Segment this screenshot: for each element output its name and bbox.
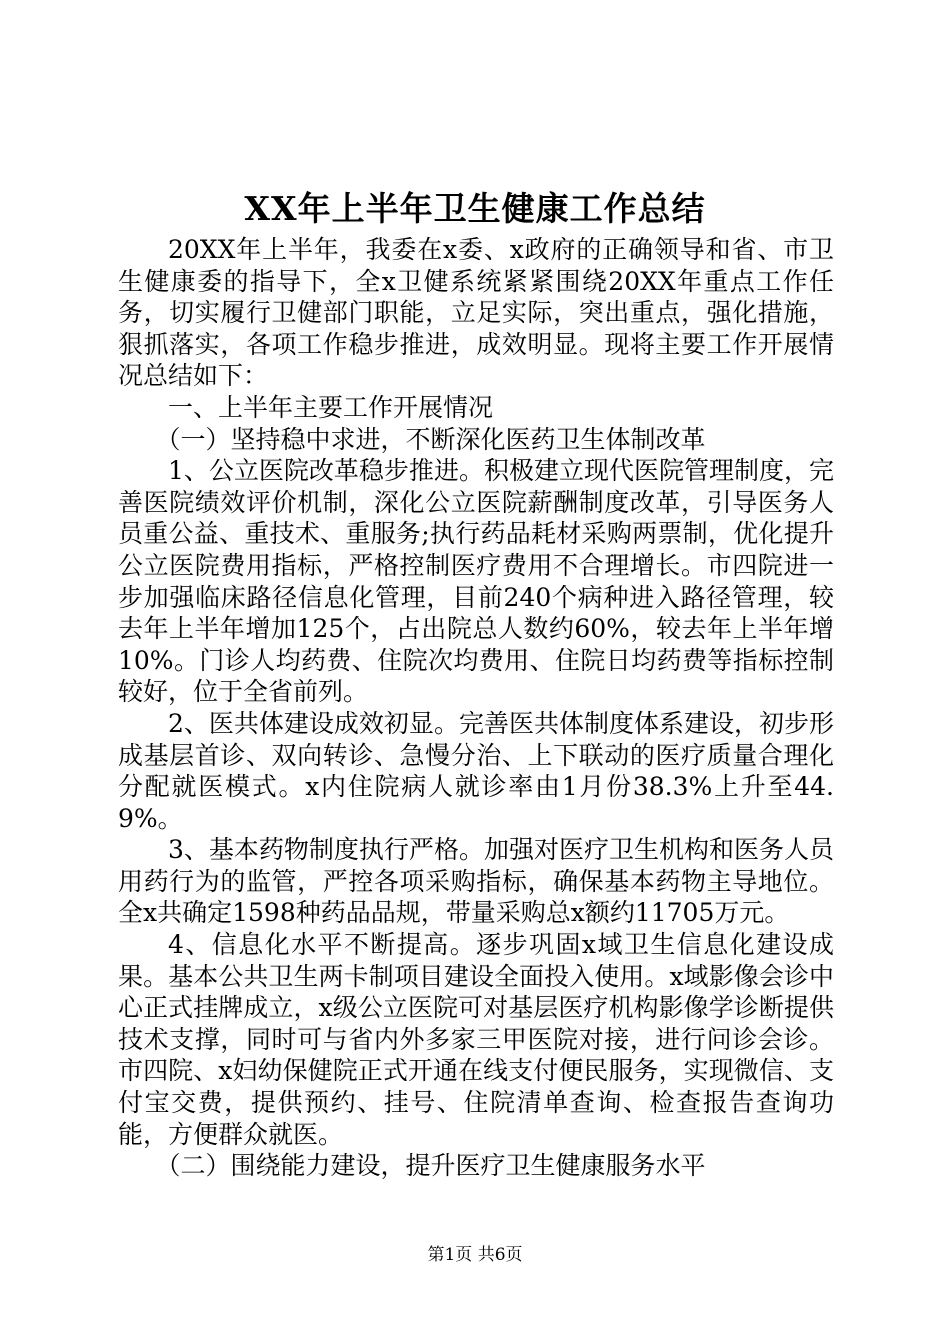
subsection-heading-2: （二）围绕能力建设，提升医疗卫生健康服务水平 bbox=[155, 1151, 706, 1181]
paragraph-item-4: 4、信息化水平不断提高。逐步巩固x域卫生信息化建设成果。基本公共卫生两卡制项目建设全面投入使用。x域影像会诊中心正式挂牌成立，x级公立医院可对基层医疗机构影像学诊断提供技术支撑，同时可与省内外多家三甲医院对接，进行问诊会诊。市四院、x妇幼保健院正式开通在线支付便民服务，实现微信、支付宝交费，提供预约、挂号、住院清单查询、检查报告查询功能，方便群众就医。 bbox=[118, 930, 834, 1149]
document-title: XX年上半年卫生健康工作总结 bbox=[244, 189, 706, 228]
paragraph-item-1: 1、公立医院改革稳步推进。积极建立现代医院管理制度，完善医院绩效评价机制，深化公立医院薪酬制度改革，引导医务人员重公益、重技术、重服务;执行药品耗材采购两票制，优化提升公立医院费用指标，严格控制医疗费用不合理增长。市四院进一步加强临床路径信息化管理，目前240个病种进入路径管理，较去年上半年增加125个，占出院总人数约60%，较去年上半年增10%。门诊人均药费、住院次均费用、住院日均药费等指标控制较好，位于全省前列。 bbox=[118, 456, 834, 707]
paragraph-item-3: 3、基本药物制度执行严格。加强对医疗卫生机构和医务人员用药行为的监管，严控各项采购指标，确保基本药物主导地位。全x共确定1598种药品品规，带量采购总x额约11705万元。 bbox=[118, 835, 834, 928]
intro-paragraph: 20XX年上半年，我委在x委、x政府的正确领导和省、市卫生健康委的指导下，全x卫健系统紧紧围绕20XX年重点工作任务，切实履行卫健部门职能，立足实际，突出重点，强化措施，狠抓落实，各项工作稳步推进，成效明显。现将主要工作开展情况总结如下： bbox=[118, 235, 834, 391]
paragraph-item-2: 2、医共体建设成效初显。完善医共体制度体系建设，初步形成基层首诊、双向转诊、急慢分治、上下联动的医疗质量合理化分配就医模式。x内住院病人就诊率由1月份38.3%上升至44.9%。 bbox=[118, 708, 834, 833]
section-heading-1: 一、上半年主要工作开展情况 bbox=[168, 392, 494, 422]
subsection-heading-1: （一）坚持稳中求进，不断深化医药卫生体制改革 bbox=[155, 424, 706, 454]
document-body bbox=[118, 234, 834, 1182]
page-number-footer: 第1页 共6页 bbox=[427, 1245, 523, 1265]
